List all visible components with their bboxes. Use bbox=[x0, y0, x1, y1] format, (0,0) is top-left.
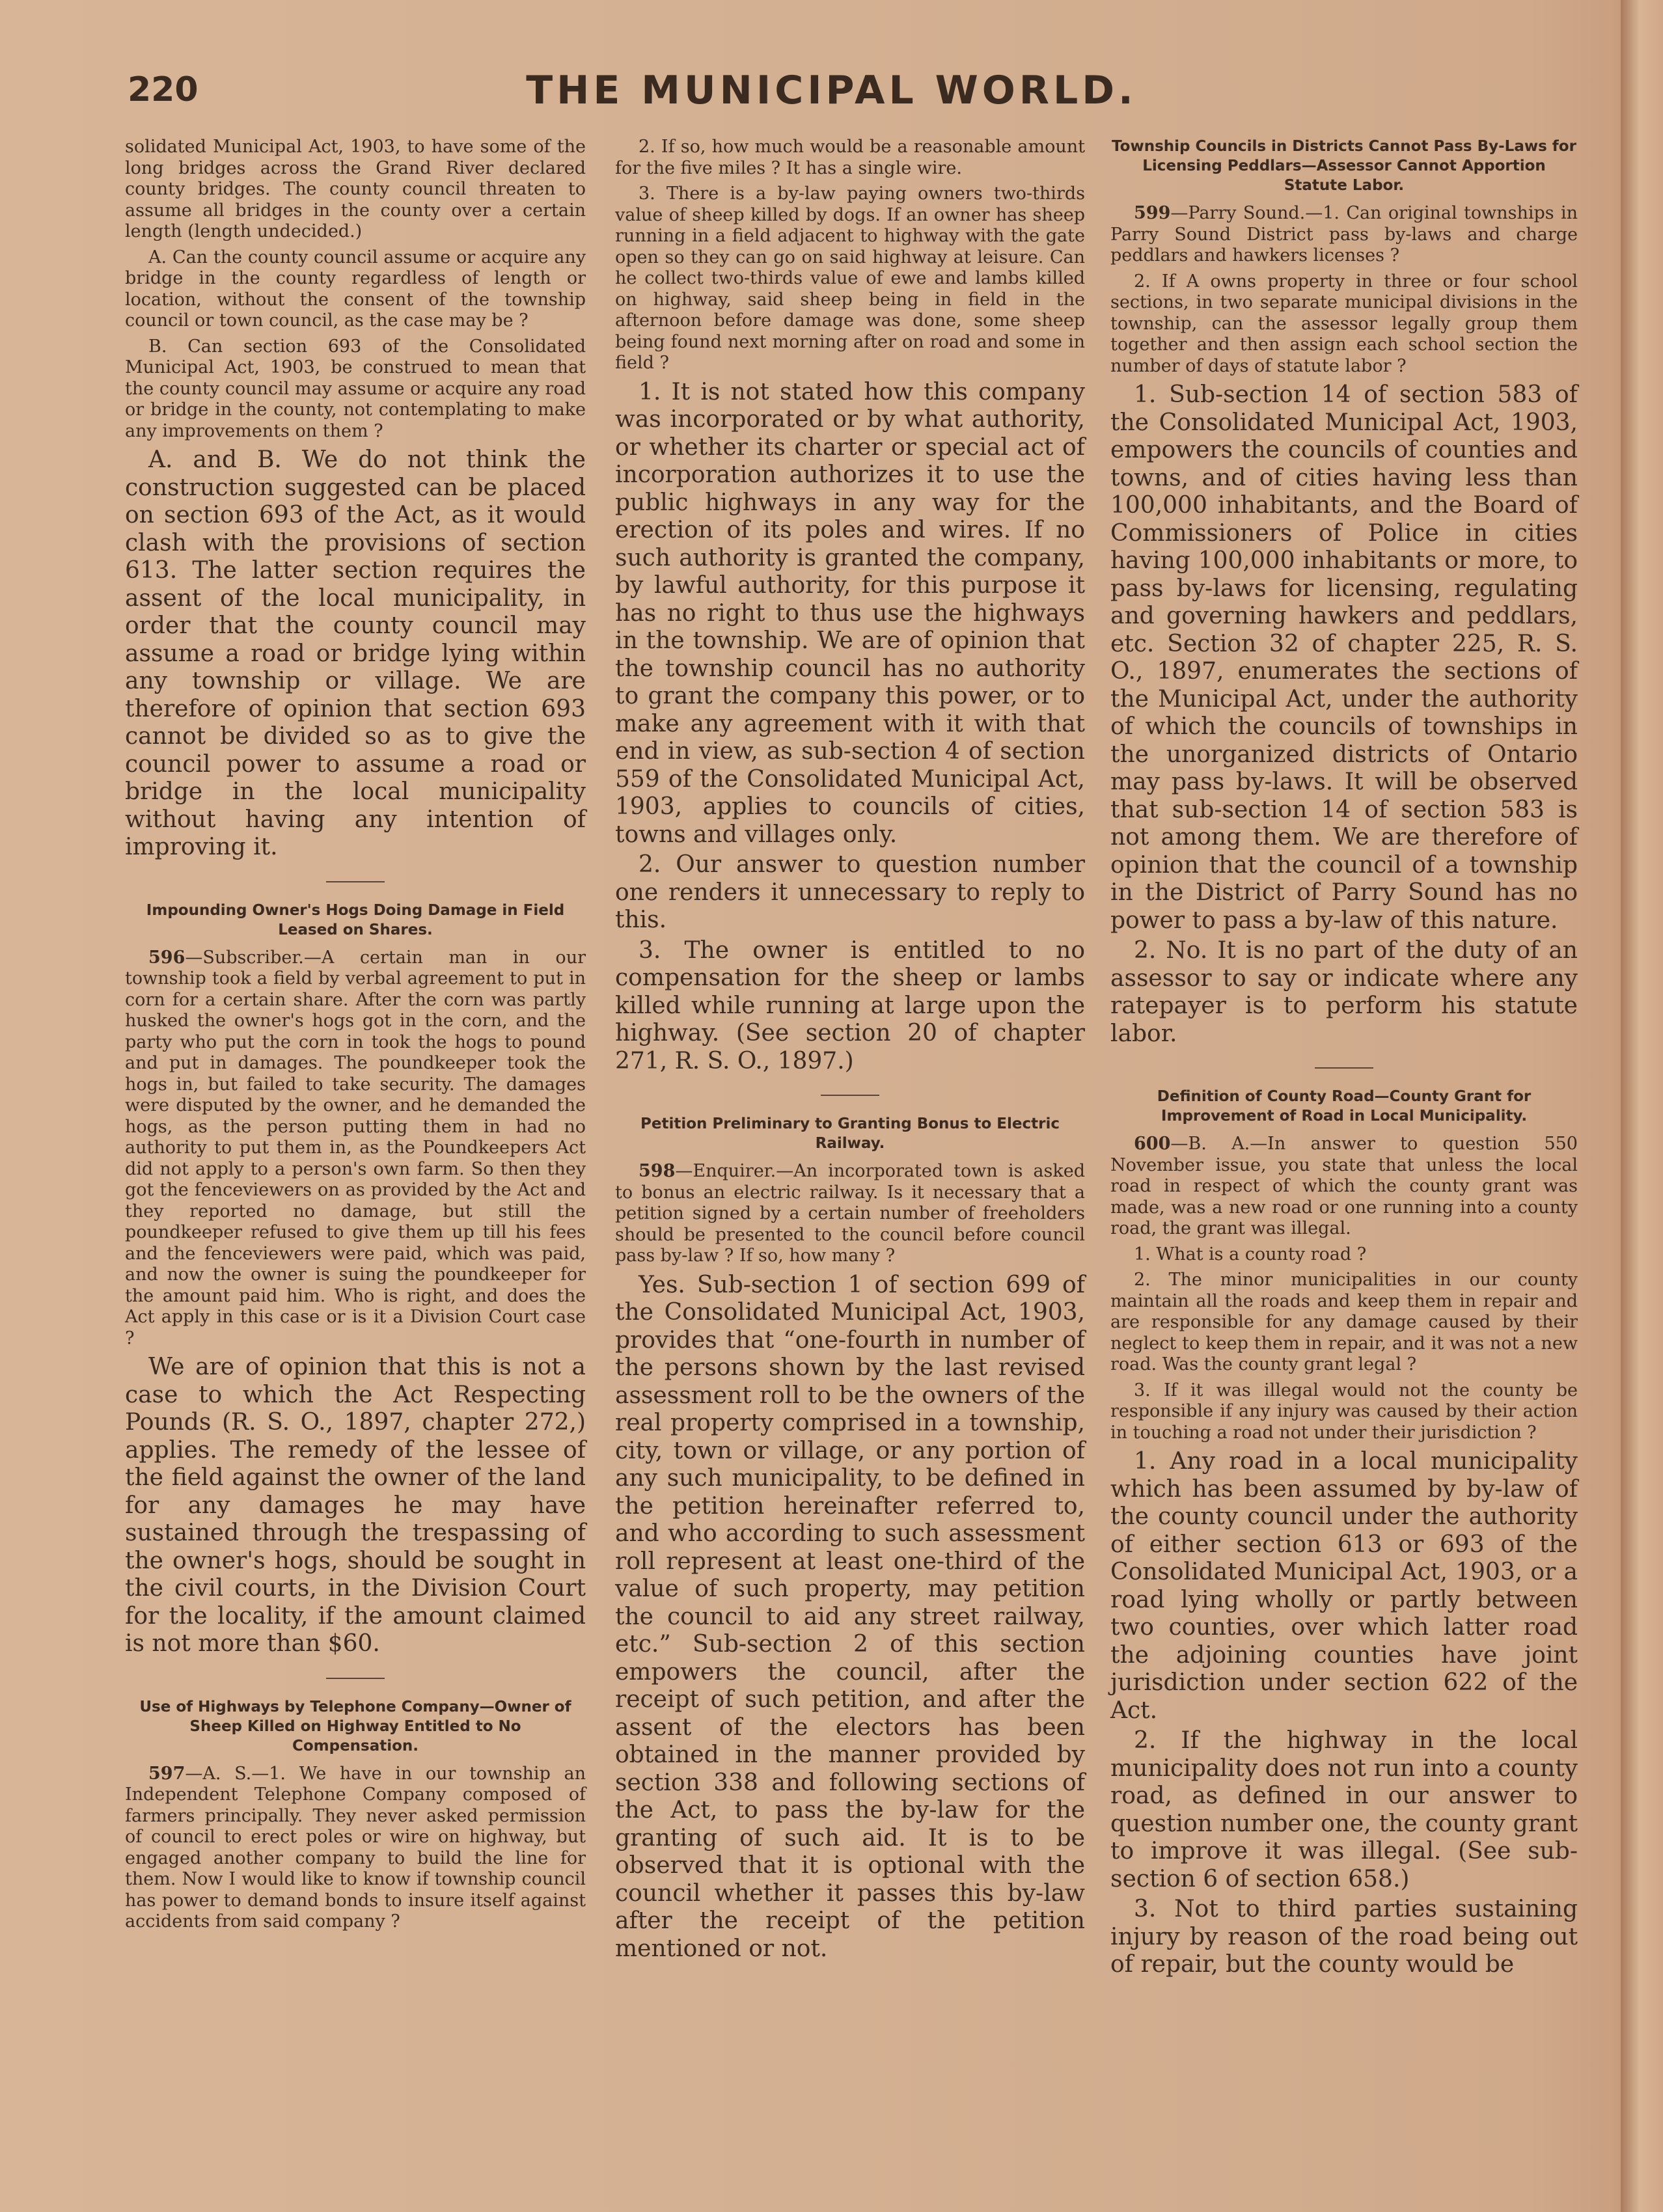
masthead-title: THE MUNICIPAL WORLD. bbox=[526, 68, 1137, 113]
question-text: 2. If A owns property in three or four school sections, in two separate municipal divisions in the township, can the assessor legally group them together and then assign each school section the number of days of statute labor ? bbox=[1110, 271, 1578, 376]
column-right bbox=[1110, 137, 1578, 1982]
question-signature: —Enquirer. bbox=[675, 1161, 777, 1181]
answer-text: 1. Any road in a local municipality which has been assumed by by-law of the county council under the authority of either section 613 or 693 of the Consolidated Municipal Act, 1903, or a road lying wholly or partly between two counties, over which latter road the adjoining counties have joint jurisdiction under section 622 of the Act. bbox=[1110, 1448, 1578, 1724]
answer-text: 2. No. It is no part of the duty of an assessor to say or indicate where any ratepayer is to perform his statute labor. bbox=[1110, 937, 1578, 1047]
question-body: We have in our township an Independent Telephone Company composed of farmers principally. They never asked permission of council to erect poles or wire on highway, but engaged another company to build the line for them. Now I would like to know if township council has power to demand bonds to insure itself against accidents from said company ? bbox=[125, 1763, 586, 1932]
question-number: 600 bbox=[1134, 1134, 1171, 1154]
answer-text: 2. If the highway in the local municipality does not run into a county road, as defined in our answer to question number one, the county grant to improve it was illegal. (See sub-section 6 of section 658.) bbox=[1110, 1727, 1578, 1892]
question-text: 2. If so, how much would be a reasonable amount for the five miles ? It has a single wire. bbox=[615, 137, 1085, 178]
section-heading: Use of Highways by Telephone Company—Owner of Sheep Killed on Highway Entitled to No Compensation. bbox=[139, 1698, 571, 1755]
question-signature: —B. A. bbox=[1170, 1134, 1250, 1154]
question-signature: —A. S.—1. bbox=[185, 1763, 286, 1784]
question-number: 596 bbox=[148, 947, 186, 968]
question-signature: —Subscriber. bbox=[185, 947, 304, 968]
answer-text: We are of opinion that this is not a case to which the Act Respecting Pounds (R. S. O., 1897, chapter 272,) applies. The remedy of the lessee of the field against the owner of the land for any damages he may have sustained through the trespassing of the owner's hogs, should be sought in the civil courts, in the Division Court for the locality, if the amount claimed is not more than $60. bbox=[125, 1354, 586, 1657]
question-body: —A certain man in our township took a field by verbal agreement to put in corn for a certain share. After the corn was partly husked the owner's hogs got in the corn, and the party who put the corn in took the hogs to pound and put in damages. The poundkeeper took the hogs in, but failed to take security. The damages were disputed by the owner, and he demanded the hogs, as the person putting them in had no authority to put them in, as the Poundkeepers Act did not apply to a person's own farm. So then they got the fenceviewers on as provided by the Act and they reported no damage, but still the poundkeeper refused to give them up till his fees and the fenceviewers were paid, which was paid, and now the owner is suing the poundkeeper for the amount paid him. Who is right, and does the Act apply in this case or is it a Division Court case ? bbox=[125, 947, 586, 1348]
question-number: 599 bbox=[1134, 203, 1171, 223]
question-text: 1. What is a county road ? bbox=[1134, 1244, 1367, 1264]
section-heading: Petition Preliminary to Granting Bonus to Electric Railway. bbox=[640, 1115, 1060, 1152]
binding-edge bbox=[1621, 0, 1663, 2212]
question-number: 597 bbox=[148, 1763, 186, 1784]
answer-text: 1. Sub-section 14 of section 583 of the Consolidated Municipal Act, 1903, empowers the councils of counties and towns, and of cities having less than 100,000 inhabitants, and the Board of Commissioners of Police in cities having 100,000 inhabitants or more, to pass by-laws for licensing, regulating and governing hawkers and peddlars, etc. Section 32 of chapter 225, R. S. O., 1897, enumerates the sections of the Municipal Act, under the authority of which the councils of townships in the unorganized districts of Ontario may pass by-laws. It will be observed that sub-section 14 of section 583 is not among them. We are therefore of opinion that the council of a township in the District of Parry Sound has no power to pass a by-law of this nature. bbox=[1110, 381, 1578, 934]
question-text bbox=[615, 1161, 1085, 1267]
question-text: 2. The minor municipalities in our county maintain all the roads and keep them in repair and are responsible for any damage caused by their neglect to keep them in repair, and it was not a new road. Was the county grant legal ? bbox=[1110, 1270, 1578, 1374]
question-text bbox=[125, 1764, 586, 1933]
question-text bbox=[125, 948, 586, 1350]
answer-text: Yes. Sub-section 1 of section 699 of the Consolidated Municipal Act, 1903, provides that “one-fourth in number of the persons shown by the last revised assessment roll to be the owners of the real property comprised in a township, city, town or village, or any portion of any such municipality, to be defined in the petition hereinafter referred to, and who according to such assessment roll represent at least one-third of the value of such property, may petition the council to aid any street railway, etc.” Sub-section 2 of this section empowers the council, after the receipt of such petition, and after the assent of the electors has been obtained in the manner provided by section 338 and following sections of the Act, to pass the by-law for the granting of such aid. It is to be observed that it is optional with the council whether it passes this by-law after the receipt of the petition mentioned or not. bbox=[615, 1271, 1085, 1962]
section-heading: Township Councils in Districts Cannot Pass By-Laws for Licensing Peddlars—Assessor Cannot Apportion Statute Labor. bbox=[1112, 138, 1576, 194]
question-signature: —Parry Sound.—1. bbox=[1170, 203, 1340, 223]
section-divider bbox=[326, 881, 385, 882]
answer-text: 3. Not to third parties sustaining injury by reason of the road being out of repair, but the county would be bbox=[1110, 1896, 1578, 1978]
question-text bbox=[1110, 1134, 1578, 1240]
section-heading: Definition of County Road—County Grant for Improvement of Road in Local Municipality. bbox=[1157, 1088, 1532, 1125]
question-text: B. Can section 693 of the Consolidated Municipal Act, 1903, be construed to mean that the county council may assume or acquire any road or bridge in the county, not contemplating to make any improvements on them ? bbox=[125, 336, 586, 441]
page-number: 220 bbox=[128, 70, 199, 109]
question-body: —An incorporated town is asked to bonus an electric railway. Is it necessary that a petition signed by a certain number of freeholders should be presented to the council before council pass by-law ? If so, how many ? bbox=[615, 1161, 1085, 1266]
question-text: A. Can the county council assume or acquire any bridge in the county regardless of length or location, without the consent of the township council or town council, as the case may be ? bbox=[125, 247, 586, 331]
answer-text: 1. It is not stated how this company was incorporated or by what authority, or whether its charter or special act of incorporation authorizes it to use the public highways in any way for the erection of its poles and wires. If no such authority is granted the company, by lawful authority, for this purpose it has no right to thus use the highways in the township. We are of opinion that the township council has no authority to grant the company this power, or to make any agreement with it with that end in view, as sub-section 4 of section 559 of the Consolidated Municipal Act, 1903, applies to councils of cities, towns and villages only. bbox=[615, 378, 1085, 848]
section-divider bbox=[821, 1095, 879, 1096]
column-left bbox=[125, 137, 586, 1937]
answer-text: A. and B. We do not think the construction suggested can be placed on section 693 of the Act, as it would clash with the provisions of section 613. The latter section requires the assent of the local municipality, in order that the county council may assume a road or bridge lying within any township or village. We are therefore of opinion that section 693 cannot be divided so as to give the council power to assume a road or bridge in the local municipality without having any intention of improving it. bbox=[125, 446, 586, 860]
question-text bbox=[1110, 203, 1578, 267]
section-divider bbox=[326, 1678, 385, 1679]
question-number: 598 bbox=[639, 1161, 676, 1181]
question-body: Can original townships in Parry Sound District pass by-laws and charge peddlars and hawkers licenses ? bbox=[1110, 203, 1578, 266]
section-heading: Impounding Owner's Hogs Doing Damage in Field Leased on Shares. bbox=[146, 901, 565, 938]
question-body: —In answer to question 550 November issue, you state that unless the local road in respect of which the county grant was made, was a new road or one running into a county road, the grant was illegal. bbox=[1110, 1134, 1578, 1238]
answer-text: 3. The owner is entitled to no compensation for the sheep or lambs killed while running at large upon the highway. (See section 20 of chapter 271, R. S. O., 1897.) bbox=[615, 936, 1085, 1074]
answer-text: 2. Our answer to question number one renders it unnecessary to reply to this. bbox=[615, 851, 1085, 933]
question-text: 3. There is a by-law paying owners two-thirds value of sheep killed by dogs. If an owner has sheep running in a field adjacent to highway with the gate open so they can go on said highway at leisure. Can he collect two-thirds value of ewe and lambs killed on highway, said sheep being in field in the afternoon before damage was done, some sheep being found next morning after on road and some in field ? bbox=[615, 184, 1085, 373]
question-text: solidated Municipal Act, 1903, to have some of the long bridges across the Grand River declared county bridges. The county council threaten to assume all bridges in the county over a certain length (length undecided.) bbox=[125, 137, 586, 241]
question-text: 3. If it was illegal would not the county be responsible if any injury was caused by their action in touching a road not under their jurisdiction ? bbox=[1110, 1380, 1578, 1443]
column-middle bbox=[615, 137, 1085, 1965]
section-divider bbox=[1315, 1067, 1373, 1069]
